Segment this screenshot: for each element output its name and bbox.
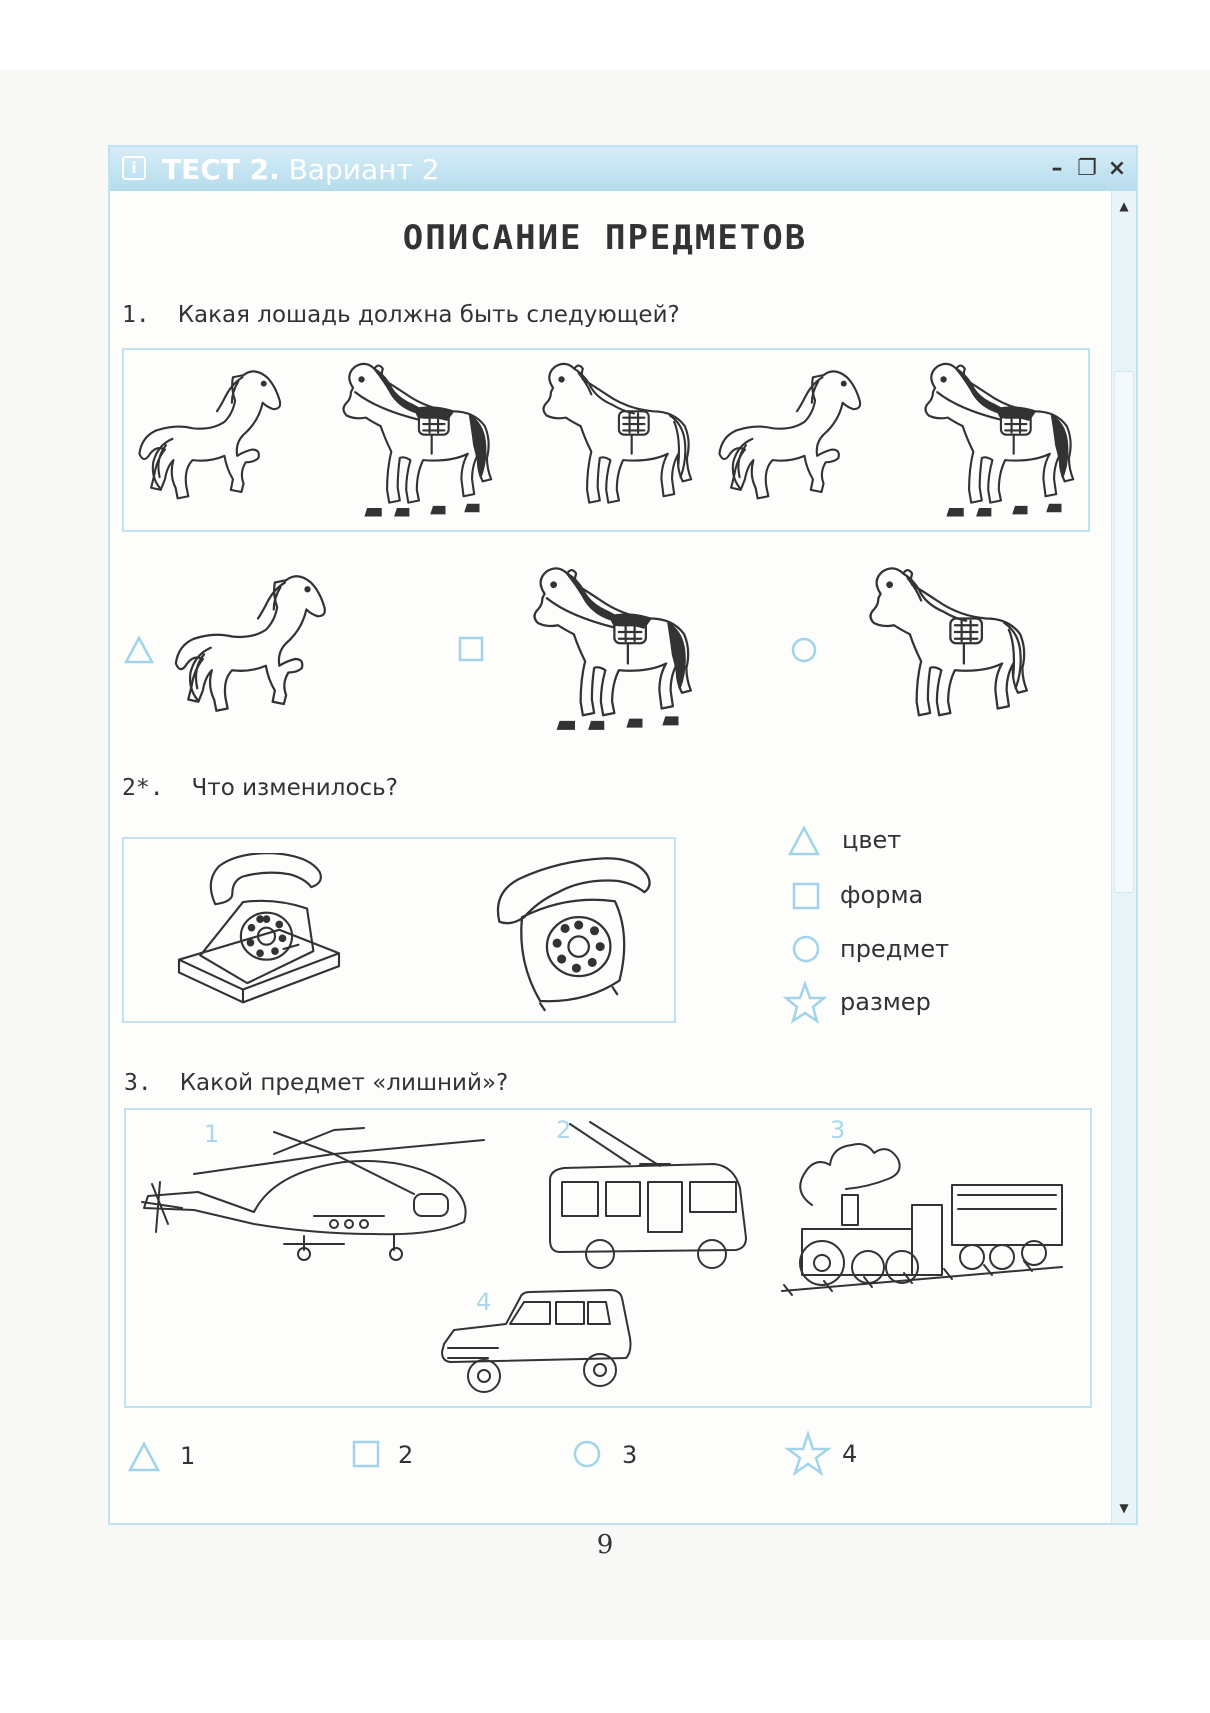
star-icon[interactable] bbox=[784, 982, 826, 1024]
question-text: Какой предмет «лишний»? bbox=[179, 1070, 509, 1096]
scroll-up-icon[interactable]: ▲ bbox=[1119, 199, 1129, 213]
scroll-down-icon[interactable]: ▼ bbox=[1119, 1501, 1129, 1515]
sequence-horse-3 bbox=[512, 356, 694, 526]
info-icon: i bbox=[122, 156, 146, 180]
answer-label: 4 bbox=[842, 1440, 858, 1468]
helicopter bbox=[134, 1124, 494, 1264]
triangle-icon[interactable] bbox=[128, 1442, 160, 1472]
sequence-horse-4 bbox=[712, 356, 882, 526]
minimize-button[interactable]: – bbox=[1051, 155, 1063, 181]
scroll-thumb[interactable] bbox=[1114, 371, 1134, 893]
window-title: ТЕСТ 2. Вариант 2 bbox=[162, 153, 440, 186]
question-number: 2*. bbox=[122, 775, 164, 801]
sequence-horse-5 bbox=[894, 356, 1076, 526]
legend-color: цвет bbox=[842, 826, 902, 854]
sequence-horse-1 bbox=[132, 356, 302, 526]
phone-on-stand bbox=[164, 853, 354, 1013]
option-horse-rearing[interactable] bbox=[168, 560, 348, 740]
vehicles-box bbox=[124, 1108, 1092, 1408]
triangle-icon[interactable] bbox=[788, 826, 820, 856]
vertical-scrollbar[interactable] bbox=[1111, 191, 1136, 1523]
train bbox=[772, 1122, 1072, 1298]
option-horse-saddled-light[interactable] bbox=[836, 560, 1031, 740]
picture-number: 4 bbox=[476, 1288, 492, 1316]
star-icon[interactable] bbox=[786, 1432, 830, 1476]
square-icon[interactable] bbox=[458, 636, 484, 662]
sequence-horse-2 bbox=[312, 356, 494, 526]
horse-sequence-box bbox=[122, 348, 1090, 532]
circle-icon[interactable] bbox=[791, 934, 821, 964]
picture-number: 1 bbox=[204, 1120, 220, 1148]
triangle-icon[interactable] bbox=[124, 636, 154, 664]
square-icon[interactable] bbox=[352, 1440, 380, 1468]
picture-number: 3 bbox=[830, 1116, 846, 1144]
option-horse-saddled-dark[interactable] bbox=[500, 560, 695, 740]
question-text: Какая лошадь должна быть следующей? bbox=[177, 302, 680, 328]
close-button[interactable]: × bbox=[1107, 155, 1127, 181]
page-number: 9 bbox=[596, 1530, 614, 1560]
answer-label: 1 bbox=[180, 1442, 196, 1470]
car bbox=[438, 1286, 638, 1396]
legend-size: размер bbox=[840, 988, 931, 1016]
answer-label: 3 bbox=[622, 1441, 638, 1469]
phone-tilted bbox=[488, 853, 658, 1013]
restore-button[interactable]: ❐ bbox=[1077, 155, 1097, 181]
question-3 bbox=[124, 1070, 508, 1096]
phones-box bbox=[122, 837, 676, 1023]
question-text: Что изменилось? bbox=[191, 775, 398, 801]
question-1 bbox=[122, 302, 680, 328]
legend-object: предмет bbox=[840, 935, 950, 963]
picture-number: 2 bbox=[556, 1116, 572, 1144]
question-2 bbox=[122, 775, 398, 801]
legend-shape: форма bbox=[840, 881, 924, 909]
square-icon[interactable] bbox=[792, 882, 820, 910]
page-title: ОПИСАНИЕ ПРЕДМЕТОВ bbox=[402, 218, 808, 258]
trolleybus bbox=[540, 1120, 760, 1280]
question-number: 3. bbox=[124, 1070, 152, 1096]
circle-icon[interactable] bbox=[790, 636, 818, 664]
question-number: 1. bbox=[122, 302, 150, 328]
circle-icon[interactable] bbox=[572, 1439, 602, 1469]
title-bar[interactable] bbox=[110, 147, 1136, 191]
answer-label: 2 bbox=[398, 1441, 414, 1469]
